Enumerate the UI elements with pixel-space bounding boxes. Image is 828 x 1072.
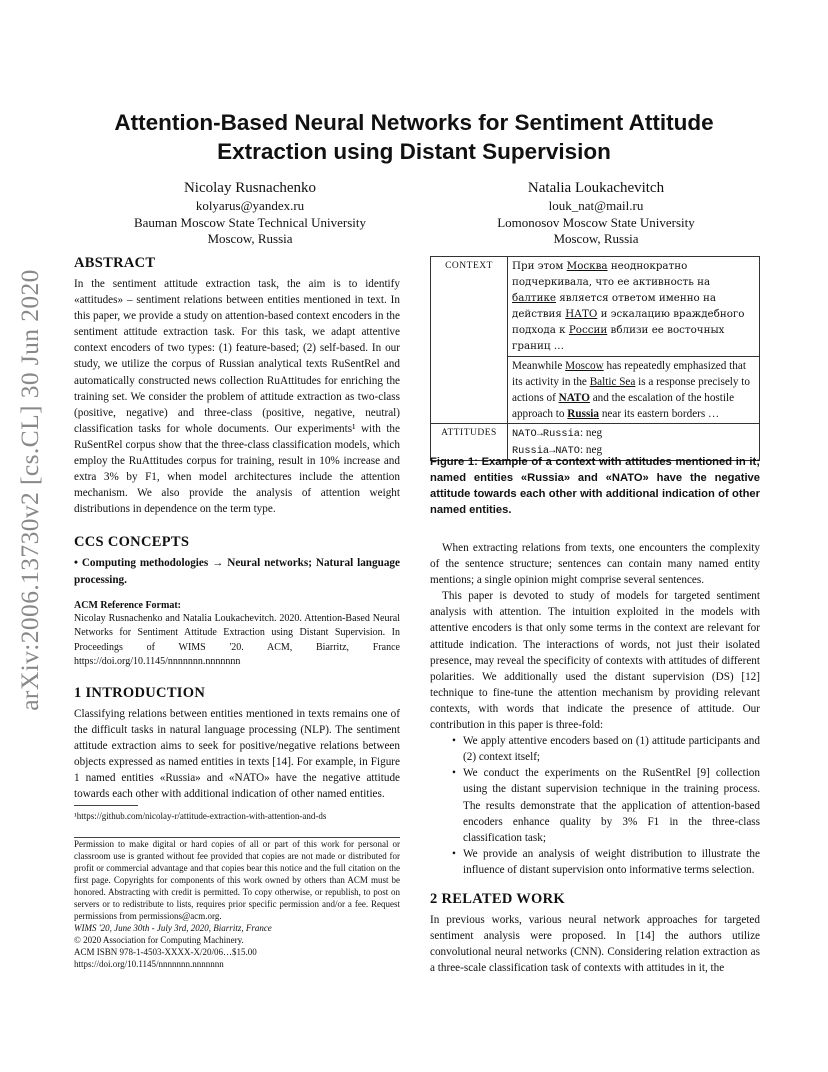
ru-text: является ответом именно на действия: [512, 292, 717, 321]
ru-entity: балтике: [512, 292, 556, 305]
ru-entity: Москва: [566, 260, 608, 272]
abstract-heading: ABSTRACT: [74, 255, 156, 271]
en-text: is a response precisely to actions of: [512, 375, 750, 404]
en-text: Meanwhile: [512, 359, 566, 372]
isbn-text: ACM ISBN 978-1-4503-XXXX-X/20/06…$15.00: [74, 947, 257, 957]
related-text: In previous works, various neural network approaches for targeted sentiment analysis were proposed. In [14] the authors utilize convolutional neural networks (CNN). Considering relation extraction as a three-scale classification task of contexts with attitudes in it, the: [430, 913, 760, 975]
attitude-label: : neg: [579, 426, 603, 439]
copyright-text: © 2020 Association for Computing Machinery.: [74, 935, 244, 945]
intro-heading: 1 INTRODUCTION: [74, 684, 206, 701]
paper-title: Attention-Based Neural Networks for Sentiment Attitude Extraction using Distant Supervision: [114, 110, 714, 164]
footnote-rule: [74, 805, 138, 806]
arxiv-stamp: [8, 269, 52, 711]
author-affiliation: Bauman Moscow State Technical University: [133, 214, 367, 230]
left-column: [74, 254, 400, 802]
footnote: ¹https://github.com/nicolay-r/attitude-extraction-with-attention-and-ds: [74, 811, 327, 821]
abstract-text: In the sentiment attitude extraction task, the aim is to identify «attitudes» – sentiment relations between entities mentioned in text. In this paper, we provide a study on attention-based context encoders in the sentiment attitude extraction task. For this task, we adapt attentive context encoders of two types: (1) feature-based; (2) self-based. In our study, we utilize the corpus of Russian analytical texts RuSentRel and automatically constructed news collection RuAttitudes for enriching the training set. We consider the problem of attitude extraction as two-class (positive, negative) and three-class (positive, negative, neutral) classification tasks for whole documents. Our experiments¹ with the RuSentRel corpus show that the three-class classification models, which employ the RuAttitudes corpus for training, result in 10% increase and extra 3% by F1, when model architectures include the attention mechanism. We also provide the analysis of attention weight distributions in dependence on the term type.: [74, 278, 400, 516]
author-name: Nicolay Rusnachenko: [183, 180, 317, 196]
ru-text: неоднократно подчеркивала, что ее активность на: [512, 260, 711, 289]
context-russian: [508, 257, 760, 357]
en-entity-bold: Russia: [567, 407, 600, 420]
figure-1-table: [430, 256, 760, 461]
ru-text: вблизи ее восточных границ …: [512, 324, 725, 353]
author-location: Moscow, Russia: [207, 231, 293, 246]
author-block-2: [426, 178, 766, 248]
attitude-label: : neg: [579, 444, 603, 457]
en-text: has repeatedly emphasized that its activity in the: [512, 359, 746, 388]
permission-text: Permission to make digital or hard copies of all or part of this work for personal or classroom use is granted without fee provided that copies are not made or distributed for profit or commercial advantage and that copies bear this notice and the full citation on the first page. Copyrights for components of this work owned by others than ACM must be honored. Abstracting with credit is permitted. To copy otherwise, or republish, to post on servers or to redistribute to lists, requires prior specific permission and/or a fee. Request permissions from permissions@acm.org.: [74, 839, 400, 921]
context-label: CONTEXT: [431, 257, 508, 424]
author-affiliation: Lomonosov Moscow State University: [497, 214, 695, 230]
ru-text: При этом: [512, 260, 567, 272]
attitude-pair: NATO→Russia: [512, 427, 580, 440]
ru-entity: России: [568, 324, 608, 337]
permission-block: [74, 838, 400, 970]
ru-entity: НАТО: [565, 308, 598, 321]
ccs-text: • Computing methodologies → Neural networks; Natural language processing.: [74, 557, 400, 586]
author-email: louk_nat@mail.ru: [548, 198, 644, 213]
en-text: near its eastern borders …: [599, 407, 720, 420]
right-column: [430, 540, 760, 976]
contribution-list: [430, 733, 760, 878]
list-item: • We conduct the experiments on the RuSentRel [9] collection using the distant supervision technique in the training process. The results demonstrate that the application of attention-based encoders enhance quality by 3% F1 in the three-class classification task;: [430, 765, 760, 845]
en-entity: Moscow: [565, 359, 604, 372]
author-email: kolyarus@yandex.ru: [195, 198, 305, 213]
list-item: • We apply attentive encoders based on (1) attitude participants and (2) context itself;: [430, 733, 760, 765]
context-english: [508, 356, 760, 423]
author-name: Natalia Loukachevitch: [527, 180, 665, 196]
attitude-pair: Russia→NATO: [512, 445, 580, 458]
intro-text: Classifying relations between entities mentioned in texts remains one of the difficult tasks in natural language processing (NLP). The sentiment attitude extraction aims to seek for positive/negative relations between objects expressed as named entities in texts [14]. For example, in Figure 1 named entities «Russia» and «NATO» have the negative attitude towards each other with additional indication of other named entities.: [74, 707, 400, 801]
venue-text: WIMS '20, June 30th - July 3rd, 2020, Biarritz, France: [74, 923, 272, 933]
related-heading: 2 RELATED WORK: [430, 890, 565, 907]
attitudes-label: ATTITUDES: [431, 423, 508, 460]
ru-text: и эскалацию враждебного подхода к: [512, 308, 745, 337]
author-location: Moscow, Russia: [553, 231, 639, 246]
acm-ref-text: Nicolay Rusnachenko and Natalia Loukachevitch. 2020. Attention-Based Neural Networks for Sentiment Attitude Extraction using Distant Supervision. In Proceedings of WIMS '20. ACM, Biarritz, France https://doi.org/10.1145/nnnnnnn.nnnnnnn: [74, 612, 400, 668]
ccs-heading: CCS CONCEPTS: [74, 534, 190, 551]
en-entity: Baltic Sea: [589, 375, 636, 388]
figure-caption: Figure 1: Example of a context with attitudes mentioned in it; named entities «Russia» and «NATO» have the negative attitude towards each other with additional indication of other named entities.: [430, 456, 760, 517]
en-entity-bold: NATO: [558, 391, 590, 404]
doi-text: https://doi.org/10.1145/nnnnnnn.nnnnnnn: [74, 959, 224, 969]
acm-ref-heading: ACM Reference Format:: [74, 599, 181, 611]
arxiv-stamp-text: arXiv:2006.13730v2 [cs.CL] 30 Jun 2020: [15, 269, 44, 711]
list-item: • We provide an analysis of weight distribution to illustrate the influence of distant supervision onto informative terms selection.: [430, 846, 760, 878]
en-text: and the escalation of the hostile approach to: [512, 391, 735, 420]
paragraph: When extracting relations from texts, one encounters the complexity of the sentence structure; sentences can contain many named entity mentions; a single opinion might comprise several sentences.: [430, 542, 760, 587]
author-block-1: [80, 178, 420, 248]
paragraph: This paper is devoted to study of models for targeted sentiment analysis with attention. The intuition exploited in the models with attentive encoders is that only some terms in the context are relevant for attitude indication. The interactions of words, not just their isolated presence, may reveal the specificity of contexts with attitudes of different polarities. We additionally used the distant supervision (DS) [12] technique to fine-tune the attention mechanism by providing relevant contexts, with words that indicate the presence of attitude. Our contribution in this paper is three-fold:: [430, 590, 760, 732]
